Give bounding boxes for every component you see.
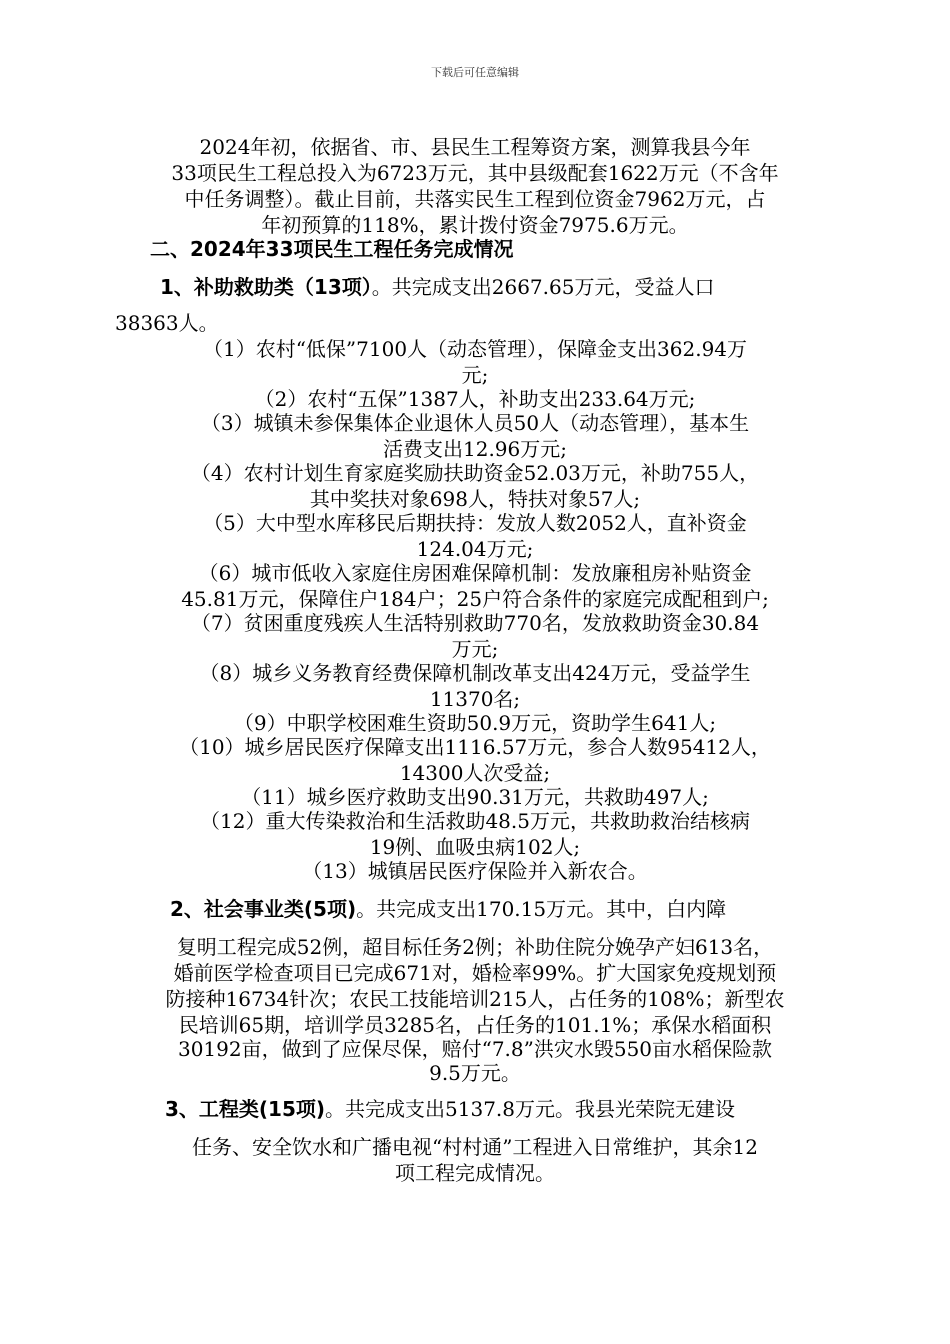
category-2-line-3: 防接种16734针次；农民工技能培训215人，占任务的108%；新型农 xyxy=(165,987,785,1011)
item-6-line-2: 45.81万元，保障住户184户；25户符合条件的家庭完成配租到户; xyxy=(181,587,769,611)
intro-line-2: 33项民生工程总投入为6723万元，其中县级配套1622万元（不含年 xyxy=(171,161,779,185)
category-1-line xyxy=(160,274,714,300)
item-13-line-1: （13）城镇居民医疗保险并入新农合。 xyxy=(302,859,648,883)
category-3-text: 。共完成支出5137.8万元。我县光荣院无建设 xyxy=(325,1097,736,1121)
category-2-line-2: 婚前医学检查项目已完成671对，婚检率99%。扩大国家免疫规划预 xyxy=(173,961,777,985)
item-3-line-1: （3）城镇未参保集体企业退休人员50人（动态管理），基本生 xyxy=(200,411,750,435)
category-1-title: 1、补助救助类（13项） xyxy=(160,275,372,299)
intro-line-4: 年初预算的118%，累计拨付资金7975.6万元。 xyxy=(261,213,689,237)
intro-line-3: 中任务调整）。截止目前，共落实民生工程到位资金7962万元，占 xyxy=(184,187,766,211)
item-7-line-1: （7）贫困重度残疾人生活特别救助770名，发放救助资金30.84 xyxy=(190,611,760,635)
item-1-line-1: （1）农村“低保”7100人（动态管理），保障金支出362.94万 xyxy=(202,337,748,361)
item-11-line-1: （11）城乡医疗救助支出90.31万元，共救助497人; xyxy=(241,785,709,809)
category-1-continuation: 38363人。 xyxy=(115,311,219,335)
category-2-line-4: 民培训65期，培训学员3285名，占任务的101.1%；承保水稻面积 xyxy=(178,1013,772,1037)
item-3-line-2: 活费支出12.96万元; xyxy=(383,437,567,461)
section-2-title: 二、2024年33项民生工程任务完成情况 xyxy=(150,237,514,261)
category-2-line-6: 9.5万元。 xyxy=(429,1061,521,1085)
item-10-line-2: 14300人次受益; xyxy=(399,761,551,785)
category-2-line-1: 复明工程完成52例，超目标任务2例；补助住院分娩孕产妇613名， xyxy=(176,935,774,959)
category-3-line xyxy=(165,1096,735,1122)
category-3-line-2: 项工程完成情况。 xyxy=(395,1161,555,1185)
item-2-line-1: （2）农村“五保”1387人，补助支出233.64万元; xyxy=(254,387,696,411)
category-1-text: 。共完成支出2667.65万元，受益人口 xyxy=(371,275,715,299)
item-9-line-1: （9）中职学校困难生资助50.9万元，资助学生641人; xyxy=(233,711,717,735)
item-8-line-2: 11370名; xyxy=(429,687,521,711)
item-6-line-1: （6）城市低收入家庭住房困难保障机制：发放廉租房补贴资金 xyxy=(198,561,752,585)
item-12-line-2: 19例、血吸虫病102人; xyxy=(369,835,581,859)
item-8-line-1: （8）城乡义务教育经费保障机制改革支出424万元，受益学生 xyxy=(199,661,751,685)
category-2-text: 。共完成支出170.15万元。其中，白内障 xyxy=(356,897,727,921)
category-2-line-5: 30192亩，做到了应保尽保，赔付“7.8”洪灾水毁550亩水稻保险款 xyxy=(177,1037,773,1061)
item-7-line-2: 万元; xyxy=(451,637,499,661)
item-12-line-1: （12）重大传染救治和生活救助48.5万元，共救助救治结核病 xyxy=(200,809,750,833)
intro-line-1: 2024年初，依据省、市、县民生工程筹资方案，测算我县今年 xyxy=(199,135,751,159)
item-5-line-1: （5）大中型水库移民后期扶持：发放人数2052人，直补资金 xyxy=(203,511,747,535)
category-3-title: 3、工程类(15项) xyxy=(165,1097,326,1121)
page-header: 下载后可任意编辑 xyxy=(431,66,519,79)
category-2-line xyxy=(170,896,726,922)
category-3-line-1: 任务、安全饮水和广播电视“村村通”工程进入日常维护，其余12 xyxy=(192,1135,758,1159)
item-10-line-1: （10）城乡居民医疗保障支出1116.57万元，参合人数95412人， xyxy=(179,735,771,759)
item-4-line-2: 其中奖扶对象698人，特扶对象57人; xyxy=(309,487,641,511)
item-5-line-2: 124.04万元; xyxy=(416,537,534,561)
item-4-line-1: （4）农村计划生育家庭奖励扶助资金52.03万元，补助755人， xyxy=(190,461,760,485)
category-2-title: 2、社会事业类(5项) xyxy=(170,897,357,921)
item-1-line-2: 元; xyxy=(461,363,489,387)
